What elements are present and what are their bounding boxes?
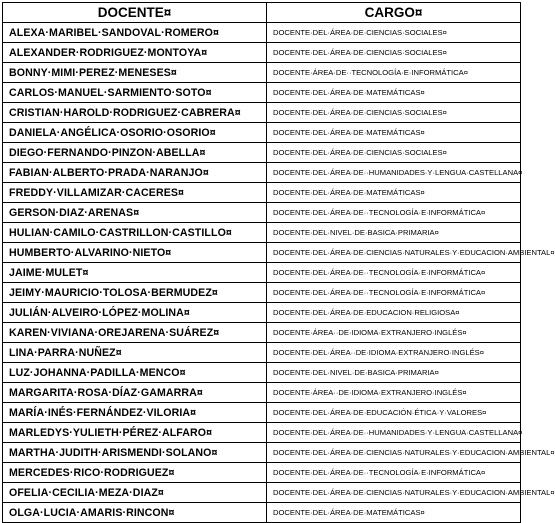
table-row <box>3 303 521 323</box>
staff-table <box>2 2 555 523</box>
teacher-name[interactable]: DANIELA·ANGÉLICA·OSORIO·OSORIO¤ <box>3 123 267 143</box>
table-row <box>3 223 521 243</box>
table-row <box>3 163 521 183</box>
teacher-name[interactable]: MERCEDES·RICO·RODRIGUEZ¤ <box>3 463 267 483</box>
teacher-role[interactable]: DOCENTE·DEL·ÁREA·DE··HUMANIDADES·Y·LENGUA·CASTELLANA¤ <box>267 163 521 183</box>
teacher-role[interactable]: DOCENTE·DEL·ÁREA·DE·CIENCIAS·NATURALES·Y·EDUCACION·AMBIENTAL¤ <box>267 443 521 463</box>
table-row <box>3 183 521 203</box>
teacher-role[interactable]: DOCENTE·DEL·ÁREA·DE·CIENCIAS·SOCIALES¤ <box>267 103 521 123</box>
table-row <box>3 143 521 163</box>
teacher-role[interactable]: DOCENTE·DEL·NIVEL·DE·BASICA·PRIMARIA¤ <box>267 363 521 383</box>
teacher-name[interactable]: ALEXANDER·RODRIGUEZ·MONTOYA¤ <box>3 43 267 63</box>
teacher-role[interactable]: DOCENTE·DEL·ÁREA·DE··TECNOLOGÍA·E·INFORMÁTICA¤ <box>267 283 521 303</box>
table-row <box>3 363 521 383</box>
table-row <box>3 263 521 283</box>
teacher-name[interactable]: DIEGO·FERNANDO·PINZON·ABELLA¤ <box>3 143 267 163</box>
teacher-role[interactable]: DOCENTE·DEL·ÁREA·DE··TECNOLOGÍA·E·INFORMÁTICA¤ <box>267 203 521 223</box>
table-row <box>3 483 521 503</box>
teacher-role[interactable]: DOCENTE·DEL·ÁREA·DE·CIENCIAS·SOCIALES¤ <box>267 43 521 63</box>
teacher-name[interactable]: LUZ·JOHANNA·PADILLA·MENCO¤ <box>3 363 267 383</box>
teacher-name[interactable]: MARLEDYS·YULIETH·PÉREZ·ALFARO¤ <box>3 423 267 443</box>
teacher-name[interactable]: JULIÁN·ALVEIRO·LÓPEZ·MOLINA¤ <box>3 303 267 323</box>
teacher-role[interactable]: DOCENTE·DEL·ÁREA·DE·MATEMÁTICAS¤ <box>267 123 521 143</box>
teacher-name[interactable]: HULIAN·CAMILO·CASTRILLON·CASTILLO¤ <box>3 223 267 243</box>
teacher-role[interactable]: DOCENTE·DEL·NIVEL·DE·BASICA·PRIMARIA¤ <box>267 223 521 243</box>
teacher-name[interactable]: CARLOS·MANUEL·SARMIENTO·SOTO¤ <box>3 83 267 103</box>
teacher-role[interactable]: DOCENTE·DEL·ÁREA··DE·IDIOMA·EXTRANJERO·INGLÉS¤ <box>267 343 521 363</box>
table-row <box>3 83 521 103</box>
teacher-name[interactable]: JAIME·MULET¤ <box>3 263 267 283</box>
table-row <box>3 503 521 523</box>
teacher-name[interactable]: OLGA·LUCIA·AMARIS·RINCON¤ <box>3 503 267 523</box>
header-row <box>3 3 521 23</box>
table-row <box>3 23 521 43</box>
teacher-name[interactable]: MARÍA·INÉS·FERNÁNDEZ·VILORIA¤ <box>3 403 267 423</box>
teacher-name[interactable]: KAREN·VIVIANA·OREJARENA·SUÁREZ¤ <box>3 323 267 343</box>
teacher-role[interactable]: DOCENTE·DEL·ÁREA·DE·EDUCACIÓN·ÉTICA·Y·VALORES¤ <box>267 403 521 423</box>
teacher-role[interactable]: DOCENTE·DEL·ÁREA·DE·MATEMÁTICAS¤ <box>267 183 521 203</box>
table-row <box>3 463 521 483</box>
header-docente[interactable]: DOCENTE¤ <box>3 3 267 23</box>
table-body <box>3 23 555 523</box>
teacher-name[interactable]: OFELIA·CECILIA·MEZA·DIAZ¤ <box>3 483 267 503</box>
teacher-name[interactable]: BONNY·MIMI·PEREZ·MENESES¤ <box>3 63 267 83</box>
teacher-name[interactable]: MARGARITA·ROSA·DÍAZ·GAMARRA¤ <box>3 383 267 403</box>
table-row <box>3 443 521 463</box>
table-row <box>3 323 521 343</box>
teacher-role[interactable]: DOCENTE·DEL·ÁREA·DE··TECNOLOGÍA·E·INFORMÁTICA¤ <box>267 463 521 483</box>
table-row <box>3 123 521 143</box>
teacher-name[interactable]: LINA·PARRA·NUÑEZ¤ <box>3 343 267 363</box>
teacher-role[interactable]: DOCENTE·DEL·ÁREA·DE·EDUCACION·RELIGIOSA¤ <box>267 303 521 323</box>
teacher-name[interactable]: FABIAN·ALBERTO·PRADA·NARANJO¤ <box>3 163 267 183</box>
teacher-name[interactable]: MARTHA·JUDITH·ARISMENDI·SOLANO¤ <box>3 443 267 463</box>
teacher-role[interactable]: DOCENTE·DEL·ÁREA·DE··HUMANIDADES·Y·LENGUA·CASTELLANA¤ <box>267 423 521 443</box>
table-row <box>3 403 521 423</box>
teacher-role[interactable]: DOCENTE·DEL·ÁREA·DE·CIENCIAS·NATURALES·Y·EDUCACION·AMBIENTAL¤ <box>267 243 521 263</box>
teacher-role[interactable]: DOCENTE·DEL·ÁREA·DE·CIENCIAS·NATURALES·Y·EDUCACION·AMBIENTAL¤ <box>267 483 521 503</box>
table-row <box>3 423 521 443</box>
teacher-role[interactable]: DOCENTE·ÁREA··DE·IDIOMA·EXTRANJERO·INGLÉS¤ <box>267 323 521 343</box>
teacher-role[interactable]: DOCENTE·ÁREA·DE··TECNOLOGÍA·E·INFORMÁTICA¤ <box>267 63 521 83</box>
table-row <box>3 383 521 403</box>
table-row <box>3 243 521 263</box>
table-row <box>3 203 521 223</box>
table-row <box>3 343 521 363</box>
teacher-name[interactable]: ALEXA·MARIBEL·SANDOVAL·ROMERO¤ <box>3 23 267 43</box>
header-cargo[interactable]: CARGO¤ <box>267 3 521 23</box>
teacher-role[interactable]: DOCENTE·DEL·ÁREA·DE··TECNOLOGÍA·E·INFORMÁTICA¤ <box>267 263 521 283</box>
teacher-role[interactable]: DOCENTE·ÁREA··DE·IDIOMA·EXTRANJERO·INGLÉS¤ <box>267 383 521 403</box>
teacher-role[interactable]: DOCENTE·DEL·ÁREA·DE·CIENCIAS·SOCIALES¤ <box>267 143 521 163</box>
teacher-role[interactable]: DOCENTE·DEL·ÁREA·DE·CIENCIAS·SOCIALES¤ <box>267 23 521 43</box>
teacher-name[interactable]: HUMBERTO·ALVARINO·NIETO¤ <box>3 243 267 263</box>
teacher-role[interactable]: DOCENTE·DEL·ÁREA·DE·MATEMÁTICAS¤ <box>267 83 521 103</box>
teacher-role[interactable]: DOCENTE·DEL·ÁREA·DE·MATEMÁTICAS¤ <box>267 503 521 523</box>
teacher-name[interactable]: GERSON·DIAZ·ARENAS¤ <box>3 203 267 223</box>
teacher-name[interactable]: CRISTIAN·HAROLD·RODRIGUEZ·CABRERA¤ <box>3 103 267 123</box>
table-row <box>3 283 521 303</box>
table-row <box>3 43 521 63</box>
teacher-name[interactable]: FREDDY·VILLAMIZAR·CACERES¤ <box>3 183 267 203</box>
table-row <box>3 103 521 123</box>
teacher-name[interactable]: JEIMY·MAURICIO·TOLOSA·BERMUDEZ¤ <box>3 283 267 303</box>
table-row <box>3 63 521 83</box>
